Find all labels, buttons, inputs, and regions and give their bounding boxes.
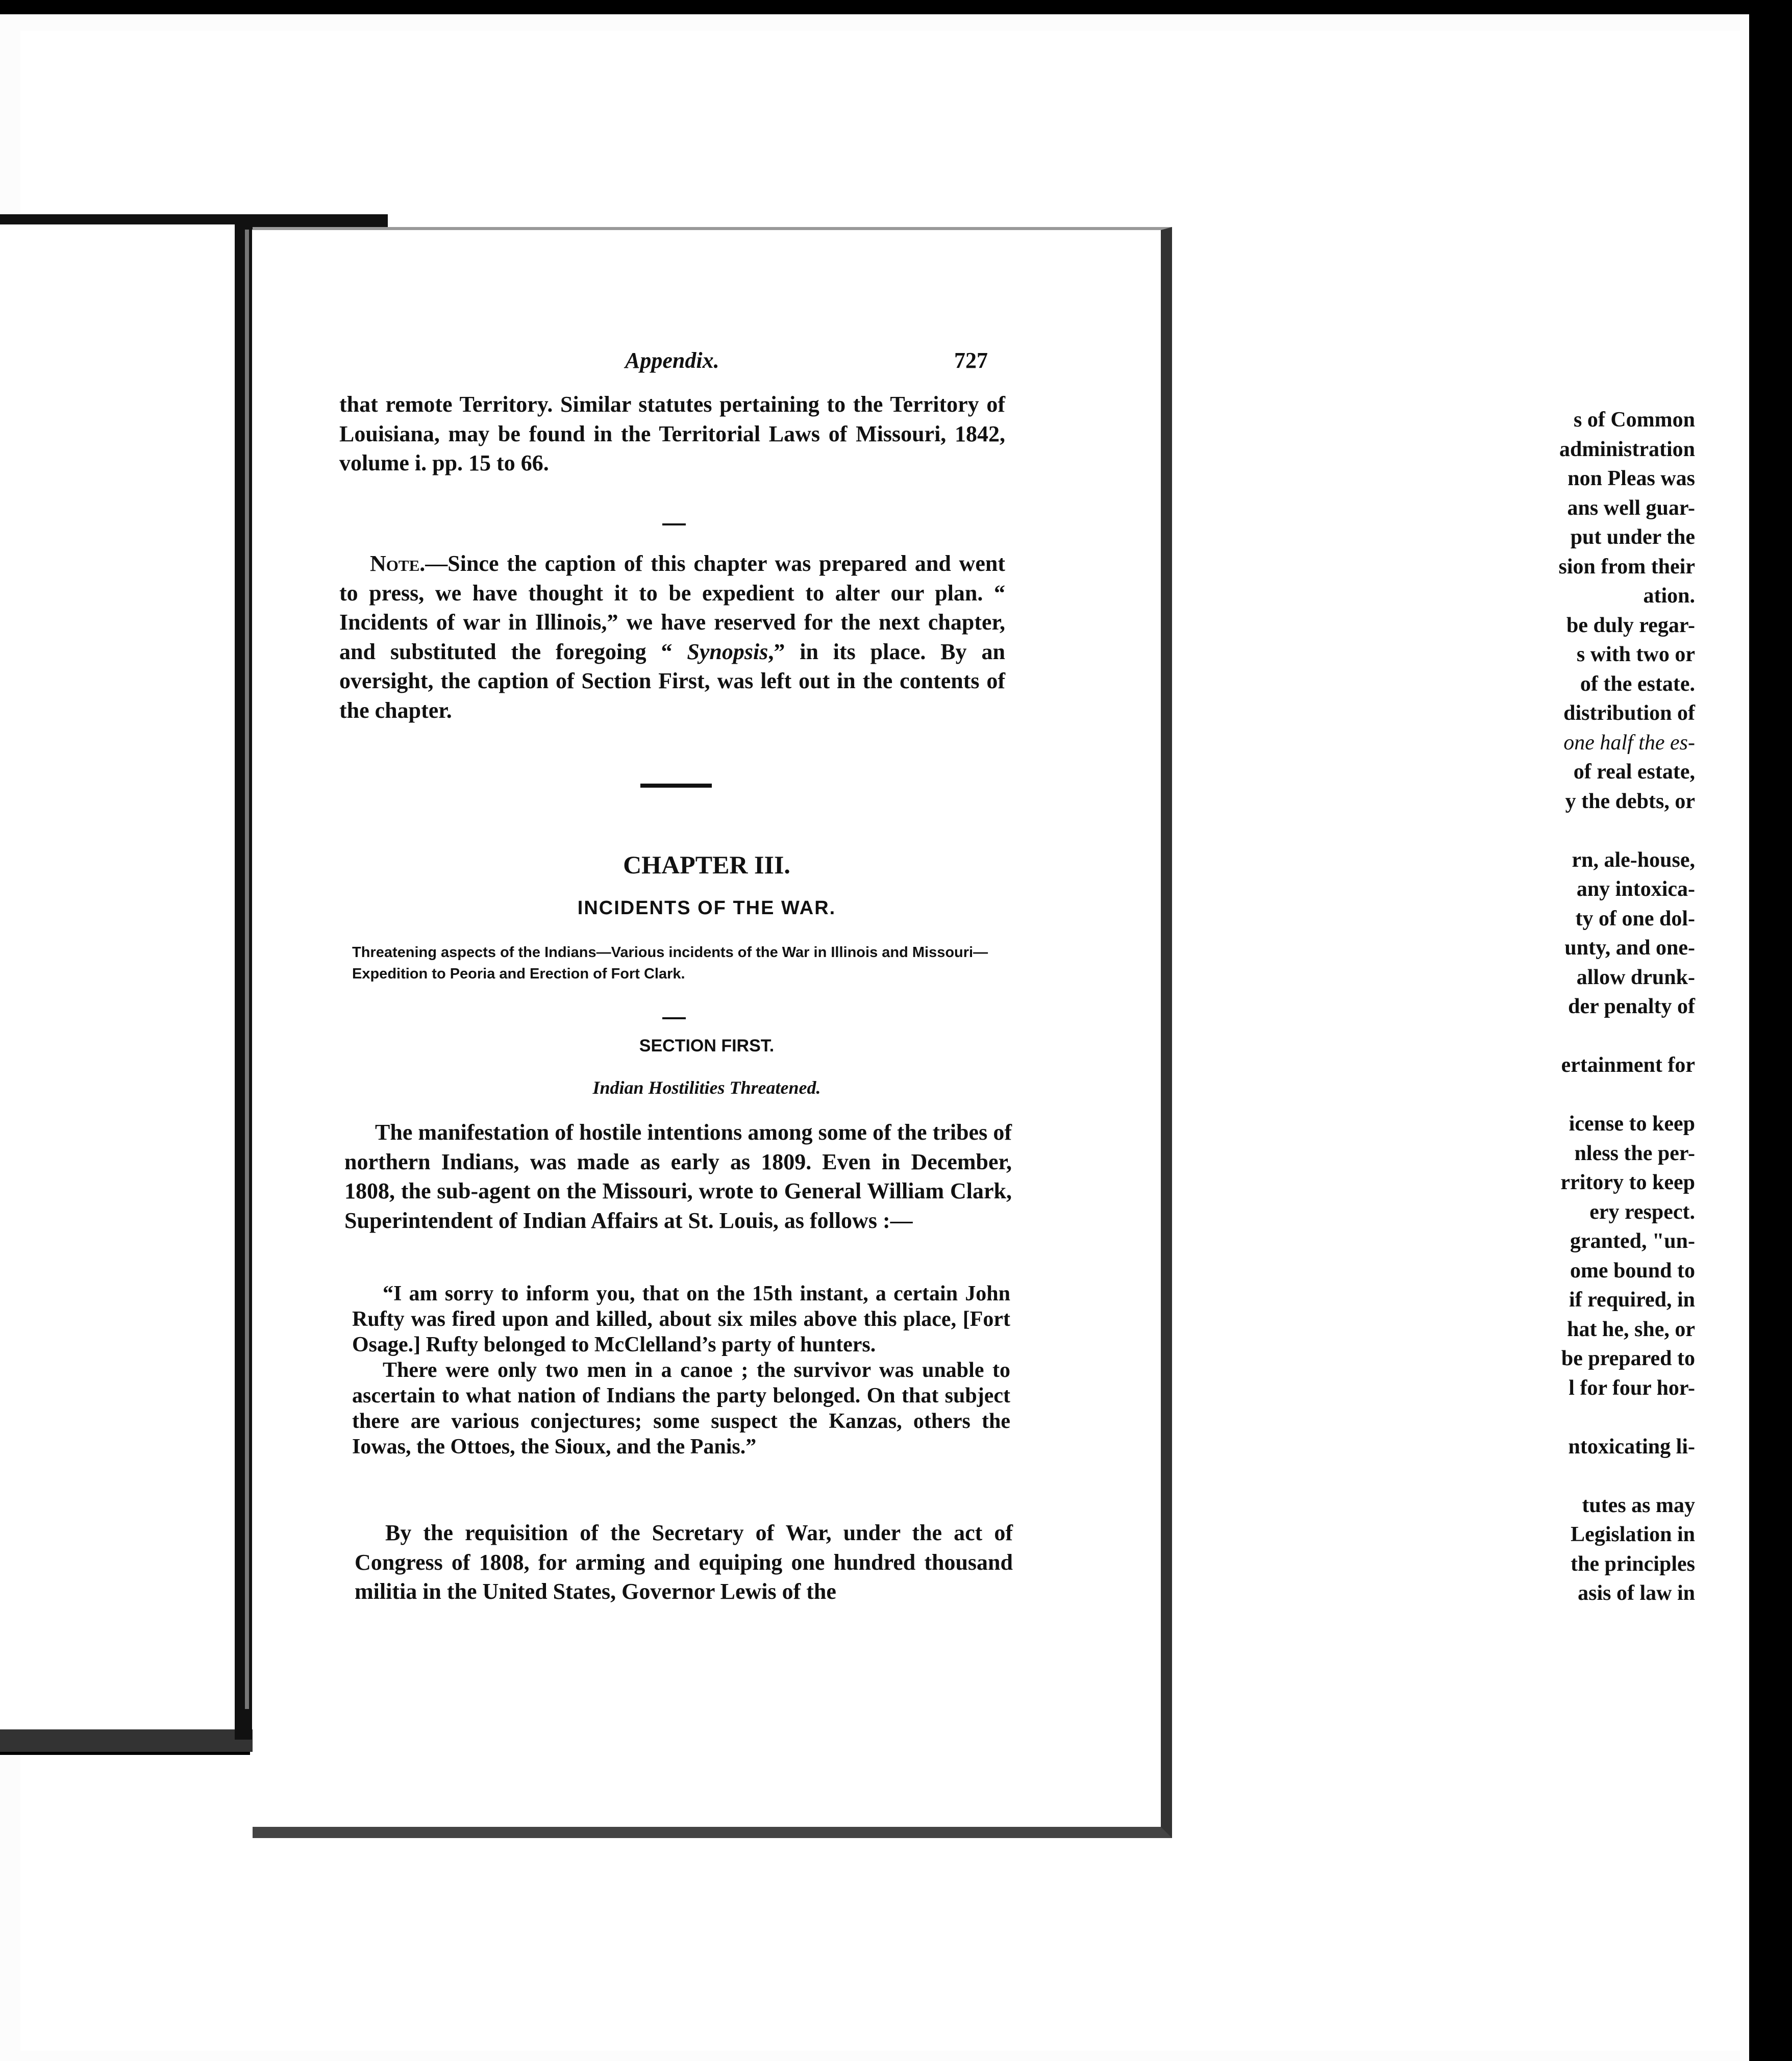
note-text: —Since the caption of this chapter was prepared and went to press, we have thought it to be expedient to alter our plan. “ Incidents of war in Illinois,” we have reserved for the next chapter, and substituted the foregoing “ xyxy=(339,551,1005,664)
left-page-line: one half the es- xyxy=(1563,731,1695,755)
left-page-line xyxy=(1338,1080,1695,1110)
chapter-subtitle: INCIDENTS OF THE WAR. xyxy=(577,897,836,919)
scan-frame-right xyxy=(1749,0,1792,2061)
left-facing-page xyxy=(0,224,250,1755)
paragraph-1: The manifestation of hostile intentions among some of the tribes of northern Indians, was made as early as 1809. Even in December, 1808, the sub-agent on the Missouri, wrote to General William Clark, Superintendent of Indian Affairs at St. Louis, as follows :— xyxy=(344,1120,1012,1233)
left-page-line: allow drunk- xyxy=(1576,965,1695,989)
left-page-line: sion from their xyxy=(1558,555,1695,579)
left-page-line: s with two or xyxy=(1576,643,1695,666)
left-page-line: nless the per- xyxy=(1574,1141,1695,1165)
left-page-line: be prepared to xyxy=(1561,1347,1695,1370)
left-page-line: ation. xyxy=(1643,584,1695,608)
page-number: 727 xyxy=(954,348,988,373)
right-page xyxy=(253,227,1172,1838)
left-page-line xyxy=(1338,1022,1695,1051)
chapter-title: CHAPTER III. xyxy=(623,850,790,879)
left-page-line: granted, "un- xyxy=(1570,1229,1695,1253)
left-page-line xyxy=(1338,816,1695,846)
left-page-line xyxy=(1338,1403,1695,1432)
left-page-line: be duly regar- xyxy=(1566,613,1695,637)
note-paragraph xyxy=(339,549,1005,725)
left-page-line: ertainment for xyxy=(1561,1053,1695,1077)
paragraph-2-block xyxy=(355,1518,1013,1606)
left-page-line: of real estate, xyxy=(1573,760,1695,784)
left-page-line: ty of one dol- xyxy=(1575,907,1695,931)
left-page-line: the principles xyxy=(1571,1552,1695,1576)
section-subtitle: Indian Hostilities Threatened. xyxy=(592,1077,821,1098)
left-page-line: if required, in xyxy=(1569,1288,1695,1312)
separator-rule-2 xyxy=(640,784,712,788)
note-block xyxy=(339,549,1005,725)
left-page-line: y the debts, or xyxy=(1565,789,1695,813)
left-page-line: asis of law in xyxy=(1578,1581,1695,1605)
book-spine xyxy=(235,219,252,1740)
left-page-line: of the estate. xyxy=(1580,672,1695,696)
scan-frame-top xyxy=(0,0,1792,14)
chapter-synopsis: Threatening aspects of the Indians—Various incidents of the War in Illinois and Missouri—Expedition to Peoria and Erection of Fort Clark. xyxy=(352,944,988,982)
left-page-line: hat he, she, or xyxy=(1567,1317,1695,1341)
left-page-line: non Pleas was xyxy=(1567,467,1695,490)
left-page-line: Legislation in xyxy=(1571,1523,1695,1546)
left-page-line: administration xyxy=(1559,437,1695,461)
note-text-end: ,” in its place. By an oversight, the caption of Section First, was left out in the contents of the chapter. xyxy=(339,639,1005,723)
left-page-line: der penalty of xyxy=(1568,995,1695,1018)
quote-block xyxy=(352,1281,1010,1460)
left-page-line: rritory to keep xyxy=(1560,1171,1695,1194)
left-page-line: any intoxica- xyxy=(1576,877,1695,901)
left-page-line: ans well guar- xyxy=(1567,496,1695,520)
quote-paragraph-2: There were only two men in a canoe ; the survivor was unable to ascertain to what nation of Indians the party belonged. On that subject there are various conjectures; some suspect the Kanzas, others the Iowas, the Ottoes, the Sioux, and the Panis.” xyxy=(352,1359,1010,1459)
running-head-title: Appendix. xyxy=(625,348,719,373)
paragraph-2: By the requisition of the Secretary of War, under the act of Congress of 1808, for arming and equiping one hundred thousand militia in the United States, Governor Lewis of the xyxy=(355,1520,1013,1604)
left-page-line xyxy=(1338,1462,1695,1491)
left-page-line: ntoxicating li- xyxy=(1568,1435,1695,1459)
opening-paragraph: that remote Territory. Similar statutes pertaining to the Territory of Louisiana, may be found in the Territorial Laws of Missouri, 1842, volume i. pp. 15 to 66. xyxy=(339,392,1005,475)
left-page-line: l for four hor- xyxy=(1569,1376,1695,1400)
separator-rule-1 xyxy=(662,523,686,525)
left-page-line: ery respect. xyxy=(1589,1200,1695,1224)
left-page-line: unty, and one- xyxy=(1564,936,1695,960)
left-page-line: icense to keep xyxy=(1569,1112,1695,1136)
book-spine-highlight xyxy=(245,230,249,1709)
left-page-line: rn, ale-house, xyxy=(1572,848,1695,872)
note-label: Note. xyxy=(370,551,426,576)
paragraph-1-block xyxy=(344,1118,1012,1235)
left-page-line: put under the xyxy=(1570,525,1695,549)
left-page-line: s of Common xyxy=(1574,408,1695,432)
quote-paragraph-1: “I am sorry to inform you, that on the 15th instant, a certain John Rufty was fired upon and killed, about six miles above this place, [Fort Osage.] Rufty belonged to McClelland’s party of hunters. xyxy=(352,1282,1010,1356)
left-page-text xyxy=(1338,406,1695,1608)
separator-rule-3 xyxy=(662,1017,686,1019)
left-page-line: distribution of xyxy=(1563,701,1695,725)
left-page-line: tutes as may xyxy=(1582,1493,1695,1517)
opening-paragraph-block xyxy=(339,390,1005,478)
left-page-line: ome bound to xyxy=(1570,1259,1695,1283)
note-synopsis-word: Synopsis xyxy=(687,639,768,664)
section-heading: SECTION FIRST. xyxy=(639,1036,775,1055)
